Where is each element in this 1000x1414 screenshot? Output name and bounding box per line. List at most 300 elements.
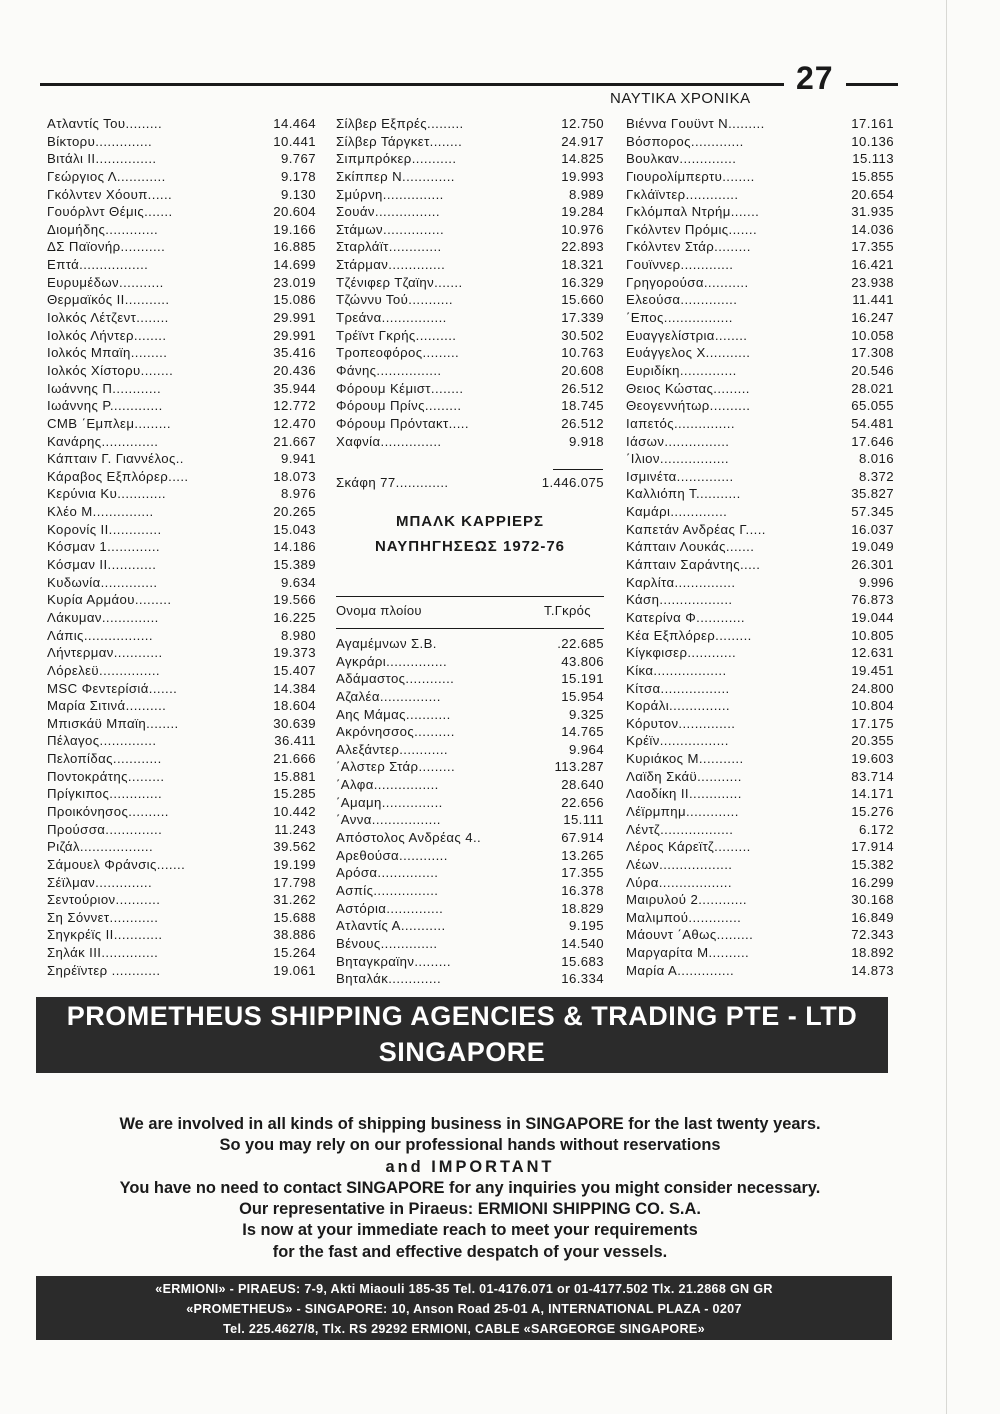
ship-row: [626, 556, 894, 574]
ship-row: [626, 433, 894, 451]
gross-tonnage: 17.339: [561, 310, 604, 326]
gross-tonnage: 17.798: [273, 874, 316, 890]
ship-row: [47, 874, 316, 892]
gross-tonnage: 11.243: [274, 821, 316, 837]
gross-tonnage: 35.416: [273, 345, 316, 361]
gross-tonnage: 15.086: [273, 292, 316, 308]
ship-name: Αλεξάντερ............: [336, 741, 448, 757]
ship-name: Ση Σόννετ............: [47, 909, 159, 925]
gross-tonnage: 16.225: [273, 609, 316, 625]
gross-tonnage: 15.660: [561, 292, 604, 308]
ship-row: [47, 327, 316, 345]
fleet-total-label: Σκάφη 77.............: [336, 475, 449, 490]
ship-name: Κρέϊν.................: [626, 733, 729, 749]
ship-row: [47, 485, 316, 503]
ad-banner-company: PROMETHEUS SHIPPING AGENCIES & TRADING PTE - LTD: [66, 1001, 858, 1031]
ship-name: Λόρελεϋ...............: [47, 662, 160, 678]
gross-tonnage: 16.299: [851, 874, 894, 890]
ship-name: Κλέο Μ...............: [47, 504, 154, 520]
ship-name: Κυρία Αρμάου.........: [47, 592, 172, 608]
ship-name: Κοράλι...............: [626, 698, 730, 714]
ship-name: Απόστολος Ανδρέας 4..: [336, 830, 482, 846]
ship-row: [626, 680, 894, 698]
ship-name: Βηταγκραϊην.........: [336, 953, 451, 969]
ship-name: Σμύρνη...............: [336, 186, 444, 202]
ship-name: Μαρία Α..............: [626, 962, 735, 978]
ship-name: Γκόλντεν Πρόμις.......: [626, 221, 758, 237]
ship-row: [626, 838, 894, 856]
gross-tonnage: 83.714: [851, 768, 894, 784]
ship-list-column-2: [336, 115, 604, 450]
ad-text-line: You have no need to contact SINGAPORE for any inquiries you might consider necessary.: [119, 1178, 821, 1197]
ship-name: Κόσμαν 1.............: [47, 539, 160, 555]
ship-row: [626, 538, 894, 556]
gross-tonnage: .22.685: [557, 636, 604, 651]
ship-row: [336, 758, 604, 776]
gross-tonnage: 19.993: [561, 168, 604, 184]
page-number: 27: [796, 60, 834, 96]
gross-tonnage: 57.345: [851, 504, 894, 520]
ship-name: Στάμων...............: [336, 221, 445, 237]
gross-tonnage: 10.442: [273, 803, 316, 819]
ship-row: [626, 750, 894, 768]
ship-name: Ιωάννης Ρ.............: [47, 398, 163, 414]
ship-row: [336, 256, 604, 274]
ship-row: [336, 776, 604, 794]
ship-name: Γρηγορούσα...........: [626, 274, 749, 290]
ship-name: Κάραβος Εξπλόρερ.....: [47, 468, 189, 484]
ship-name: Κανάρης..............: [47, 433, 159, 449]
gross-tonnage: 29.991: [273, 310, 316, 326]
gross-tonnage: 12.470: [273, 415, 316, 431]
gross-tonnage: 18.745: [561, 398, 604, 414]
gross-tonnage: 9.634: [280, 574, 316, 590]
running-head: ΝΑΥΤΙΚΑ ΧΡΟΝΙΚΑ: [610, 90, 751, 107]
gross-tonnage: 17.355: [851, 239, 894, 255]
ship-name: Κορονίς ΙΙ.............: [47, 521, 162, 537]
ship-name: Ιάσων................: [626, 433, 730, 449]
table-header-rule-top: [336, 596, 604, 597]
gross-tonnage: 14.384: [273, 680, 316, 696]
ship-name: Πελοπίδας............: [47, 751, 162, 767]
ship-name: Ασπίς................: [336, 882, 439, 898]
ship-row: [626, 856, 894, 874]
gross-tonnage: 9.964: [568, 741, 604, 757]
ship-row: [47, 944, 316, 962]
ship-name: Ελεούσα..............: [626, 292, 738, 308]
ship-name: MSC Φεντερίσιά.......: [47, 680, 178, 696]
bulk-carrier-list: [336, 635, 604, 988]
ship-name: Ατλαντίς Α...........: [336, 918, 446, 934]
ship-name: Καλλιόπη Τ...........: [626, 486, 741, 502]
ad-contact-line: «ERMIONI» - PIRAEUS: 7-9, Akti Miaouli 185-35 Tel. 01-4176.071 or 01-4177.502 Tlx. 21.2868 GN GR: [155, 1282, 773, 1296]
gross-tonnage: 15.191: [561, 671, 604, 687]
gross-tonnage: 19.284: [561, 204, 604, 220]
gross-tonnage: 18.073: [273, 468, 316, 484]
advertisement-banner: [36, 997, 888, 1073]
ship-name: Καμάρι..............: [626, 504, 728, 520]
gross-tonnage: 36.411: [274, 733, 316, 749]
ship-row: [626, 115, 894, 133]
ship-name: Φόρουμ Κέμιστ........: [336, 380, 464, 396]
gross-tonnage: 16.849: [851, 909, 894, 925]
ship-name: Φάνης................: [336, 362, 442, 378]
gross-tonnage: 35.827: [851, 486, 894, 502]
ship-name: Μαργαρίτα Μ..........: [626, 945, 750, 961]
ship-row: [626, 291, 894, 309]
ship-name: Σκίππερ Ν.............: [336, 168, 455, 184]
ship-row: [626, 821, 894, 839]
gross-tonnage: 19.566: [273, 592, 316, 608]
ship-row: [47, 785, 316, 803]
ship-row: [336, 327, 604, 345]
ship-name: Στάρμαν..............: [336, 257, 446, 273]
ship-row: [47, 503, 316, 521]
ship-row: [336, 917, 604, 935]
ship-name: Κίγκφισερ............: [626, 645, 737, 661]
ship-name: Ευάγγελος Χ...........: [626, 345, 751, 361]
ship-row: [336, 970, 604, 988]
ship-row: [336, 362, 604, 380]
ship-name: Αδάμαστος............: [336, 671, 455, 687]
ship-name: Βιτάλι ΙΙ...............: [47, 151, 157, 167]
ship-row: [626, 133, 894, 151]
ship-name: Κίτσα.................: [626, 680, 730, 696]
gross-tonnage: 15.111: [563, 812, 604, 828]
gross-tonnage: 65.055: [851, 398, 894, 414]
ship-name: Κυριάκος Μ...........: [626, 751, 744, 767]
ship-row: [47, 150, 316, 168]
ship-name: Ριζάλ..................: [47, 839, 154, 855]
gross-tonnage: 18.829: [561, 900, 604, 916]
ship-name: Επτά.................: [47, 257, 149, 273]
ship-row: [47, 821, 316, 839]
gross-tonnage: 20.436: [273, 362, 316, 378]
ship-row: [626, 203, 894, 221]
gross-tonnage: 22.893: [561, 239, 604, 255]
gross-tonnage: 16.329: [561, 274, 604, 290]
gross-tonnage: 15.855: [851, 168, 894, 184]
ship-name: Ιολκός Λέτζεντ........: [47, 310, 169, 326]
ship-name: Βένους..............: [336, 935, 438, 951]
ship-row: [47, 221, 316, 239]
section-title: ΜΠΑΛΚ ΚΑΡΡΙΕΡΣ: [395, 513, 545, 530]
gross-tonnage: 15.285: [273, 786, 316, 802]
ship-row: [336, 741, 604, 759]
ship-name: Κάπταιν Λουκάς.......: [626, 539, 755, 555]
ship-name: Αζαλέα...............: [336, 688, 441, 704]
page-edge: [946, 0, 947, 1414]
gross-tonnage: 43.806: [561, 653, 604, 669]
ship-row: [626, 168, 894, 186]
gross-tonnage: 24.800: [851, 680, 894, 696]
ship-name: Κόρυτον..............: [626, 715, 736, 731]
ship-row: [47, 309, 316, 327]
ship-row: [626, 415, 894, 433]
ship-name: Ιαπετός...............: [626, 415, 735, 431]
gross-tonnage: 14.825: [561, 151, 604, 167]
ship-row: [47, 715, 316, 733]
ship-name: Τροπεοφόρος.........: [336, 345, 460, 361]
ship-name: Σταρλάϊτ.............: [336, 239, 442, 255]
ship-row: [336, 115, 604, 133]
ship-row: [336, 238, 604, 256]
gross-tonnage: 20.355: [851, 733, 894, 749]
ad-text-line: Is now at your immediate reach to meet your requirements: [242, 1221, 698, 1240]
gross-tonnage: 14.699: [273, 257, 316, 273]
gross-tonnage: 10.763: [561, 345, 604, 361]
ad-banner-city: SINGAPORE: [378, 1037, 546, 1067]
gross-tonnage: 72.343: [851, 927, 894, 943]
ship-name: Ιολκός Χίστορυ........: [47, 362, 174, 378]
ship-row: [336, 829, 604, 847]
ship-row: [47, 203, 316, 221]
ship-name: Τρεάνα................: [336, 310, 447, 326]
gross-tonnage: 19.061: [273, 962, 316, 978]
ship-row: [336, 168, 604, 186]
ship-row: [626, 380, 894, 398]
gross-tonnage: 15.954: [561, 688, 604, 704]
ship-name: Πέλαγος..............: [47, 733, 157, 749]
ship-name: Κερύνια Κυ............: [47, 486, 166, 502]
gross-tonnage: 17.646: [851, 433, 894, 449]
ship-row: [47, 697, 316, 715]
gross-tonnage: 15.407: [273, 662, 316, 678]
ship-row: [336, 900, 604, 918]
ship-row: [336, 794, 604, 812]
gross-tonnage: 17.175: [851, 715, 894, 731]
gross-tonnage: 24.917: [561, 133, 604, 149]
ship-name: Βίκτορυ..............: [47, 133, 153, 149]
section-subtitle: ΝΑΥΠΗΓΗΣΕΩΣ 1972-76: [374, 538, 566, 555]
ship-list-column-3: [626, 115, 894, 979]
gross-tonnage: 14.765: [561, 724, 604, 740]
gross-tonnage: 8.372: [858, 468, 894, 484]
ship-row: [626, 450, 894, 468]
gross-tonnage: 16.885: [273, 239, 316, 255]
ship-row: [626, 926, 894, 944]
ship-row: [47, 380, 316, 398]
gross-tonnage: 16.247: [851, 310, 894, 326]
gross-tonnage: 13.265: [561, 847, 604, 863]
ship-name: Βόσπορος.............: [626, 133, 744, 149]
ship-name: Ευριδίκη..............: [626, 362, 737, 378]
gross-tonnage: 38.886: [273, 927, 316, 943]
ship-name: Βιέννα Γουϋντ Ν.........: [626, 116, 765, 131]
ship-row: [626, 891, 894, 909]
ship-name: Χαφνία...............: [336, 433, 442, 449]
gross-tonnage: 28.640: [561, 777, 604, 793]
ship-name: ΔΣ Παϊονήρ...........: [47, 239, 166, 255]
ship-name: Ευρυμέδων...........: [47, 274, 164, 290]
ship-row: [47, 644, 316, 662]
ship-name: Γεώργιος Λ............: [47, 168, 166, 184]
ship-name: Κάπταιν Γ. Γιαννέλος..: [47, 451, 184, 467]
gross-tonnage: 10.058: [851, 327, 894, 343]
ship-row: [47, 803, 316, 821]
column-header-gross-tonnage: Τ.Γκρός: [544, 603, 591, 618]
ship-name: Αρεθούσα............: [336, 847, 448, 863]
ship-row: [336, 811, 604, 829]
ship-row: [626, 186, 894, 204]
ship-row: [47, 291, 316, 309]
ship-row: [47, 627, 316, 645]
gross-tonnage: 14.186: [273, 539, 316, 555]
ship-row: [47, 909, 316, 927]
gross-tonnage: 12.750: [561, 116, 604, 131]
gross-tonnage: 31.935: [851, 204, 894, 220]
gross-tonnage: 67.914: [561, 830, 604, 846]
ship-row: [47, 397, 316, 415]
gross-tonnage: 9.195: [568, 918, 604, 934]
ship-name: Λέων..................: [626, 856, 733, 872]
gross-tonnage: 15.276: [851, 803, 894, 819]
ship-name: Βηταλάκ.............: [336, 971, 442, 987]
ad-text-line: So you may rely on our professional hands without reservations: [219, 1136, 721, 1155]
gross-tonnage: 14.171: [851, 786, 894, 802]
ship-row: [626, 785, 894, 803]
gross-tonnage: 14.873: [851, 962, 894, 978]
gross-tonnage: 18.604: [273, 698, 316, 714]
gross-tonnage: 9.130: [280, 186, 316, 202]
ship-name: ΄Αλφα................: [336, 777, 439, 793]
ship-name: Αστόρια..............: [336, 900, 444, 916]
gross-tonnage: 20.265: [273, 504, 316, 520]
gross-tonnage: 16.037: [851, 521, 894, 537]
ship-name: Τζένιφερ Τζαϊην.......: [336, 274, 463, 290]
ship-row: [336, 133, 604, 151]
ship-row: [626, 609, 894, 627]
ship-row: [47, 538, 316, 556]
ship-row: [626, 362, 894, 380]
gross-tonnage: 10.804: [851, 698, 894, 714]
column-header-ship-name: Ονομα πλοίου: [336, 603, 422, 618]
gross-tonnage: 18.892: [851, 945, 894, 961]
gross-tonnage: 8.016: [858, 451, 894, 467]
ship-row: [47, 768, 316, 786]
ship-row: [47, 238, 316, 256]
ship-row: [336, 670, 604, 688]
ship-row: [47, 962, 316, 980]
ship-row: [47, 415, 316, 433]
ship-name: Σάμουελ Φράνσις.......: [47, 856, 186, 872]
ship-name: Γουϊννερ.............: [626, 257, 734, 273]
gross-tonnage: 14.464: [273, 116, 316, 131]
ship-name: Μαλιμπού.............: [626, 909, 742, 925]
ship-name: Σίλβερ Εξπρές.........: [336, 116, 464, 131]
ship-row: [47, 609, 316, 627]
gross-tonnage: 8.980: [280, 627, 316, 643]
ship-name: Φόρουμ Πρίνς.........: [336, 398, 462, 414]
ship-name: Μαιρυλού 2............: [626, 892, 747, 908]
ship-name: Λαοδίκη ΙΙ.............: [626, 786, 742, 802]
ship-name: Γκόλντεν Χόουπ......: [47, 186, 173, 202]
ship-row: [336, 953, 604, 971]
ship-row: [626, 732, 894, 750]
gross-tonnage: 9.767: [280, 151, 316, 167]
ship-row: [626, 944, 894, 962]
total-rule: [553, 469, 603, 470]
ship-name: Τρέϊντ Γκρής..........: [336, 327, 457, 343]
gross-tonnage: 9.918: [568, 433, 604, 449]
ship-row: [47, 574, 316, 592]
ship-row: [626, 521, 894, 539]
gross-tonnage: 20.604: [273, 204, 316, 220]
ship-row: [47, 115, 316, 133]
ship-name: Γκόλντεν Στάρ.........: [626, 239, 751, 255]
gross-tonnage: 113.287: [554, 759, 604, 775]
ship-name: Λαϊδη Σκάϋ...........: [626, 768, 742, 784]
ship-row: [626, 327, 894, 345]
gross-tonnage: 21.666: [273, 751, 316, 767]
ship-row: [336, 221, 604, 239]
ship-row: [336, 864, 604, 882]
ship-name: ΄Ιλιον.................: [626, 451, 729, 467]
gross-tonnage: 21.667: [273, 433, 316, 449]
ship-name: ΄Αλστερ Στάρ.........: [336, 759, 456, 775]
ad-text-line: for the fast and effective despatch of your vessels.: [272, 1242, 668, 1261]
ship-name: Ιολκός Μπαϊη.........: [47, 345, 168, 361]
gross-tonnage: 15.264: [273, 945, 316, 961]
gross-tonnage: 15.683: [561, 953, 604, 969]
gross-tonnage: 19.373: [273, 645, 316, 661]
gross-tonnage: 8.976: [280, 486, 316, 502]
ship-row: [47, 591, 316, 609]
ship-row: [336, 203, 604, 221]
gross-tonnage: 15.113: [852, 151, 894, 167]
gross-tonnage: 11.441: [852, 292, 894, 308]
ship-name: Θερμαϊκός ΙΙ...........: [47, 292, 170, 308]
gross-tonnage: 10.441: [273, 133, 316, 149]
ship-name: Γουόρλντ Θέμις.......: [47, 204, 173, 220]
ship-name: Κατερίνα Φ............: [626, 609, 745, 625]
ship-name: Λέϊρμπημ.............: [626, 803, 739, 819]
gross-tonnage: 23.938: [851, 274, 894, 290]
gross-tonnage: 8.989: [568, 186, 604, 202]
gross-tonnage: 15.382: [851, 856, 894, 872]
gross-tonnage: 26.512: [561, 415, 604, 431]
ship-row: [626, 468, 894, 486]
advertisement-text: [40, 1114, 900, 1263]
gross-tonnage: 23.019: [273, 274, 316, 290]
ship-row: [336, 291, 604, 309]
gross-tonnage: 12.772: [273, 398, 316, 414]
ship-row: [47, 521, 316, 539]
ship-row: [626, 503, 894, 521]
gross-tonnage: 20.654: [851, 186, 894, 202]
gross-tonnage: 30.502: [561, 327, 604, 343]
ship-row: [336, 150, 604, 168]
ship-row: [626, 768, 894, 786]
gross-tonnage: 16.421: [851, 257, 894, 273]
ship-name: ΄Αννα.................: [336, 812, 441, 828]
ship-row: [626, 591, 894, 609]
ship-name: Αγκράρι...............: [336, 653, 448, 669]
gross-tonnage: 15.389: [273, 557, 316, 573]
ship-name: Λέντζ..................: [626, 821, 734, 837]
ship-name: Λέρος Κάρεϊτζ.........: [626, 839, 751, 855]
ship-name: Λήντερμαν............: [47, 645, 163, 661]
ship-row: [626, 574, 894, 592]
ship-name: Λάπις.................: [47, 627, 153, 643]
gross-tonnage: 15.043: [273, 521, 316, 537]
ship-name: Αγαμέμνων Σ.Β.: [336, 636, 437, 651]
gross-tonnage: 29.991: [273, 327, 316, 343]
ship-name: Κέα Εξπλόρερ.........: [626, 627, 752, 643]
ship-row: [626, 627, 894, 645]
gross-tonnage: 26.301: [851, 557, 894, 573]
ship-row: [47, 838, 316, 856]
